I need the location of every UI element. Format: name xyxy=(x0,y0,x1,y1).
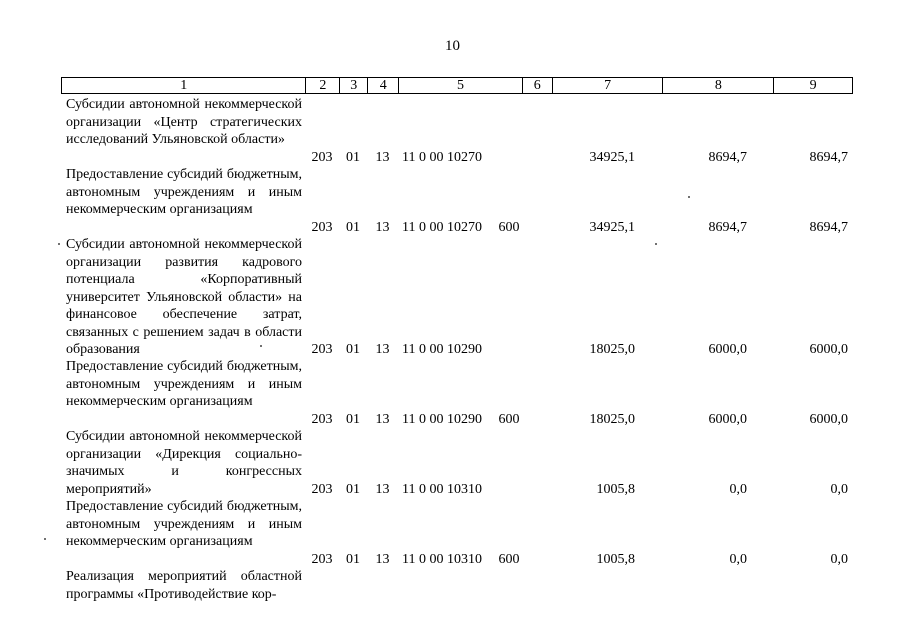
cell-amount-7: 1005,8 xyxy=(596,481,635,497)
scan-speck xyxy=(44,538,46,540)
cell-target-article: 11 0 00 10290 xyxy=(402,342,482,357)
cell-amount-7: 34925,1 xyxy=(589,219,635,235)
header-col-3: 3 xyxy=(339,78,367,93)
cell-admin: 203 xyxy=(311,342,333,357)
row-description: Предоставление субсидий бюджетным, автономным учреждениям и иным некоммерческим организациям xyxy=(66,359,302,409)
row-description: Субсидии автономной некоммерческой организации «Дирекция социально-значимых и конгрессных мероприятий» xyxy=(66,429,302,497)
cell-section: 01 xyxy=(346,219,360,235)
row-description: Реализация мероприятий областной программы «Противодействие кор- xyxy=(66,569,302,602)
scan-speck xyxy=(260,345,262,347)
cell-amount-7: 34925,1 xyxy=(589,149,635,165)
cell-amount-8: 0,0 xyxy=(729,481,747,497)
cell-admin: 203 xyxy=(311,149,333,165)
cell-amount-8: 6000,0 xyxy=(708,342,747,357)
cell-amount-9: 0,0 xyxy=(830,481,848,497)
cell-target-article: 11 0 00 10310 xyxy=(402,481,482,497)
scan-speck xyxy=(688,196,690,198)
cell-subsection: 13 xyxy=(375,551,390,567)
row-description: Субсидии автономной некоммерческой организации «Центр стратегических исследований Ульяновской области» xyxy=(66,97,302,147)
cell-section: 01 xyxy=(346,481,360,497)
scan-speck xyxy=(655,243,657,245)
cell-subsection: 13 xyxy=(375,342,390,357)
cell-amount-9: 6000,0 xyxy=(809,411,848,427)
cell-section: 01 xyxy=(346,411,360,427)
cell-expense-type: 600 xyxy=(498,551,520,567)
scan-speck xyxy=(58,243,60,245)
cell-subsection: 13 xyxy=(375,481,390,497)
cell-admin: 203 xyxy=(311,551,333,567)
row-description: Предоставление субсидий бюджетным, автономным учреждениям и иным некоммерческим организациям xyxy=(66,167,302,217)
cell-subsection: 13 xyxy=(375,411,390,427)
cell-amount-9: 0,0 xyxy=(830,551,848,567)
header-col-4: 4 xyxy=(367,78,398,93)
cell-target-article: 11 0 00 10310 xyxy=(402,551,482,567)
cell-target-article: 11 0 00 10290 xyxy=(402,411,482,427)
header-col-9: 9 xyxy=(773,78,852,93)
header-col-7: 7 xyxy=(552,78,663,93)
cell-expense-type: 600 xyxy=(498,411,520,427)
cell-admin: 203 xyxy=(311,411,333,427)
cell-admin: 203 xyxy=(311,219,333,235)
cell-amount-9: 8694,7 xyxy=(809,149,848,165)
cell-amount-8: 0,0 xyxy=(729,551,747,567)
row-description: Предоставление субсидий бюджетным, автономным учреждениям и иным некоммерческим организациям xyxy=(66,499,302,549)
cell-subsection: 13 xyxy=(375,219,390,235)
cell-amount-8: 6000,0 xyxy=(708,411,747,427)
row-description: Субсидии автономной некоммерческой организации развития кадрового потенциала «Корпоративный университет Ульяновской области» на финансовое обеспечение затрат, связанных с решением задач в области образования xyxy=(66,237,302,357)
cell-amount-9: 6000,0 xyxy=(809,342,848,357)
cell-amount-8: 8694,7 xyxy=(708,149,747,165)
cell-amount-7: 1005,8 xyxy=(596,551,635,567)
cell-section: 01 xyxy=(346,149,360,165)
header-col-5: 5 xyxy=(398,78,522,93)
header-col-1: 1 xyxy=(180,77,188,93)
table-header xyxy=(61,77,853,94)
header-col-8: 8 xyxy=(662,78,773,93)
cell-subsection: 13 xyxy=(375,149,390,165)
cell-expense-type: 600 xyxy=(498,219,520,235)
cell-amount-7: 18025,0 xyxy=(589,411,635,427)
cell-amount-7: 18025,0 xyxy=(589,342,635,357)
cell-amount-8: 8694,7 xyxy=(708,219,747,235)
cell-section: 01 xyxy=(346,342,360,357)
cell-section: 01 xyxy=(346,551,360,567)
cell-target-article: 11 0 00 10270 xyxy=(402,219,482,235)
header-col-2: 2 xyxy=(305,78,339,93)
cell-admin: 203 xyxy=(311,481,333,497)
header-col-6: 6 xyxy=(522,78,552,93)
page-number: 10 xyxy=(445,38,460,54)
cell-target-article: 11 0 00 10270 xyxy=(402,149,482,165)
cell-amount-9: 8694,7 xyxy=(809,219,848,235)
